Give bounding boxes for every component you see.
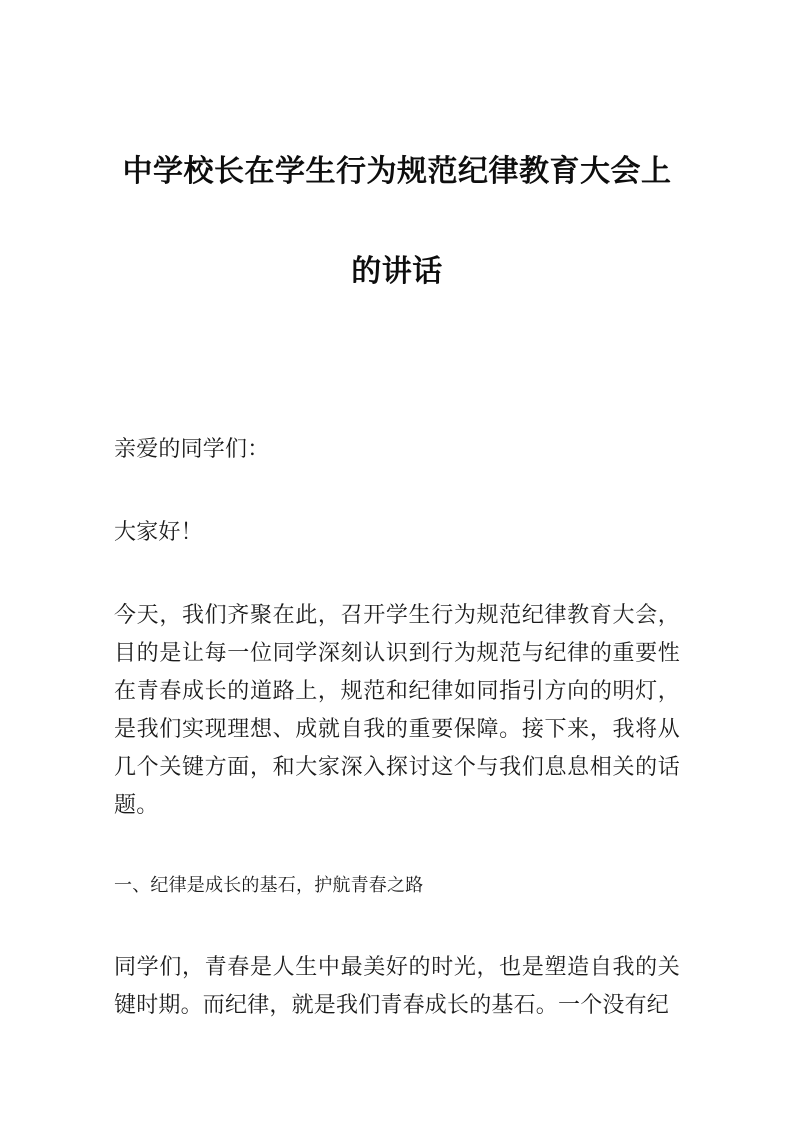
- document-content: [114, 0, 680, 1024]
- greeting-paragraph: 大家好！: [114, 519, 203, 544]
- salutation-paragraph: 亲爱的同学们：: [114, 436, 270, 461]
- intro-paragraph: 今天，我们齐聚在此，召开学生行为规范纪律教育大会，目的是让每一位同学深刻认识到行为规范与纪律的重要性在青春成长的道路上，规范和纪律如同指引方向的明灯，是我们实现理想、成就自我的重要保障。接下来，我将从几个关键方面，和大家深入探讨这个与我们息息相关的话题。: [114, 602, 680, 817]
- page-title-line-1: 中学校长在学生行为规范纪律教育大会上: [122, 155, 672, 188]
- section-1-paragraph: 同学们，青春是人生中最美好的时光，也是塑造自我的关键时期。而纪律，就是我们青春成长的基石。一个没有纪: [114, 954, 680, 1017]
- section-heading-1: 一、纪律是成长的基石，护航青春之路: [114, 875, 424, 895]
- page-title-line-2: 的讲话: [351, 255, 443, 288]
- page-title: [114, 0, 680, 322]
